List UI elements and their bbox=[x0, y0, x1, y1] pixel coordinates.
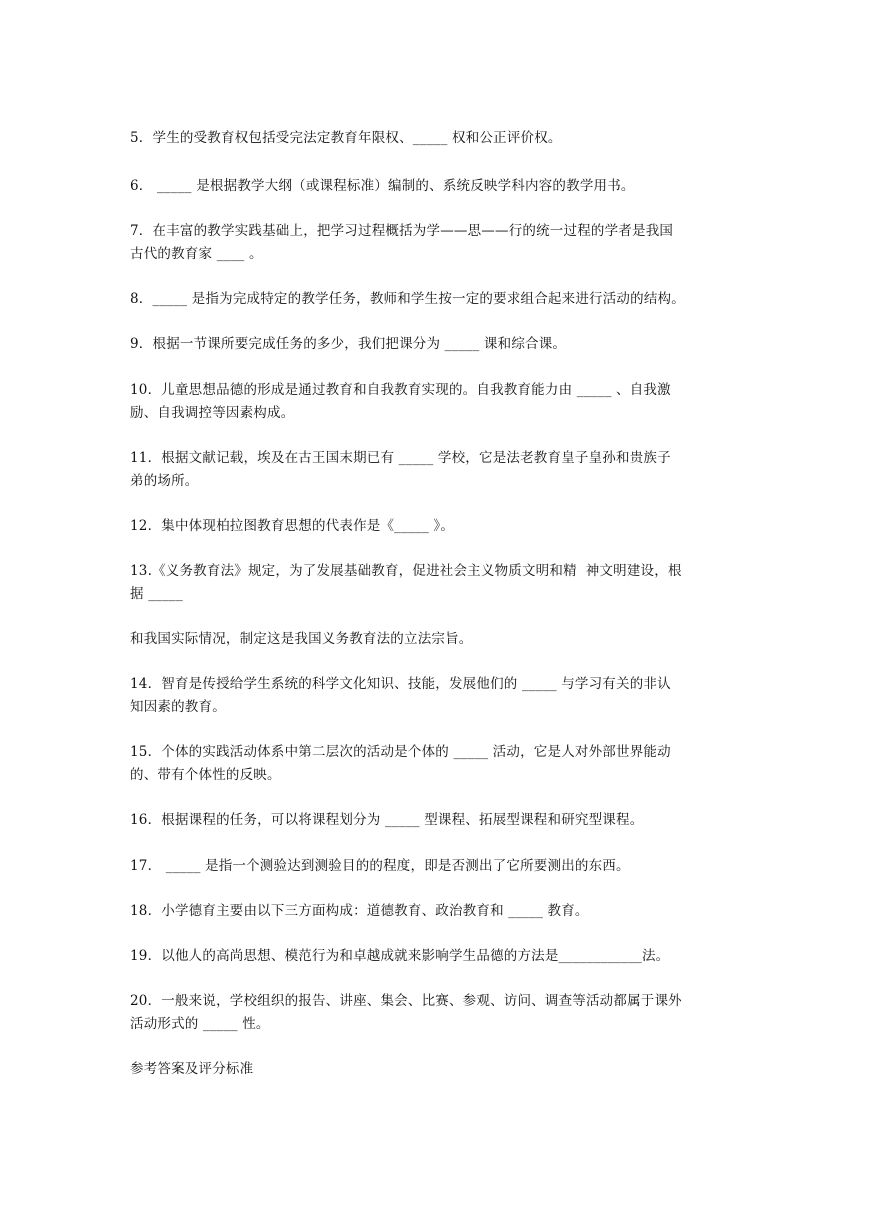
question-5: 5．学生的受教育权包括受完法定教育年限权、_____ 权和公正评价权。 bbox=[130, 130, 562, 146]
question-15-line-1: 15．个体的实践活动体系中第二层次的活动是个体的 _____ 活动，它是人对外部世界能动 bbox=[130, 744, 671, 760]
question-13-line-1: 13.《义务教育法》规定，为了发展基础教育，促进社会主义物质文明和精 神文明建设，根 bbox=[130, 563, 682, 579]
question-20-line-1: 20．一般来说，学校组织的报告、讲座、集会、比赛、参观、访问、调查等活动都属于课外 bbox=[130, 993, 682, 1009]
question-19: 19．以他人的高尚思想、模范行为和卓越成就来影响学生品德的方法是____________法。 bbox=[130, 948, 670, 964]
answer-key-heading: 参考答案及评分标准 bbox=[130, 1061, 254, 1077]
question-17: 17． _____ 是指一个测验达到测验目的的程度，即是否测出了它所要测出的东西。 bbox=[130, 858, 630, 874]
question-15-line-2: 的、带有个体性的反映。 bbox=[130, 767, 281, 783]
question-12: 12．集中体现柏拉图教育思想的代表作是《_____ 》。 bbox=[130, 518, 455, 534]
question-16: 16．根据课程的任务，可以将课程划分为 _____ 型课程、拓展型课程和研究型课程。 bbox=[130, 812, 644, 828]
question-14-line-2: 知因素的教育。 bbox=[130, 699, 226, 715]
question-10-line-1: 10．儿童思想品德的形成是通过教育和自我教育实现的。自我教育能力由 _____ 、自我激 bbox=[130, 382, 671, 398]
question-11-line-2: 弟的场所。 bbox=[130, 473, 199, 489]
question-13-line-3: 和我国实际情况，制定这是我国义务教育法的立法宗旨。 bbox=[130, 631, 473, 647]
question-13-line-2: 据 _____ bbox=[130, 586, 183, 602]
question-6: 6． _____ 是根据教学大纲（或课程标准）编制的、系统反映学科内容的教学用书。 bbox=[130, 178, 635, 194]
question-8: 8．_____ 是指为完成特定的教学任务，教师和学生按一定的要求组合起来进行活动的结构。 bbox=[130, 291, 685, 307]
question-9: 9．根据一节课所要完成任务的多少，我们把课分为 _____ 课和综合课。 bbox=[130, 336, 567, 352]
question-7-line-2: 古代的教育家 ____ 。 bbox=[130, 246, 263, 262]
question-10-line-2: 励、自我调控等因素构成。 bbox=[130, 405, 295, 421]
question-20-line-2: 活动形式的 _____ 性。 bbox=[130, 1016, 270, 1032]
question-18: 18．小学德育主要由以下三方面构成：道德教育、政治教育和 _____ 教育。 bbox=[130, 903, 589, 919]
question-14-line-1: 14．智育是传授给学生系统的科学文化知识、技能，发展他们的 _____ 与学习有关的非认 bbox=[130, 676, 671, 692]
question-11-line-1: 11．根据文献记载，埃及在古王国末期已有 _____ 学校，它是法老教育皇子皇孙和贵族子 bbox=[130, 450, 671, 466]
question-7-line-1: 7．在丰富的教学实践基础上，把学习过程概括为学——思——行的统一过程的学者是我国 bbox=[130, 223, 674, 239]
